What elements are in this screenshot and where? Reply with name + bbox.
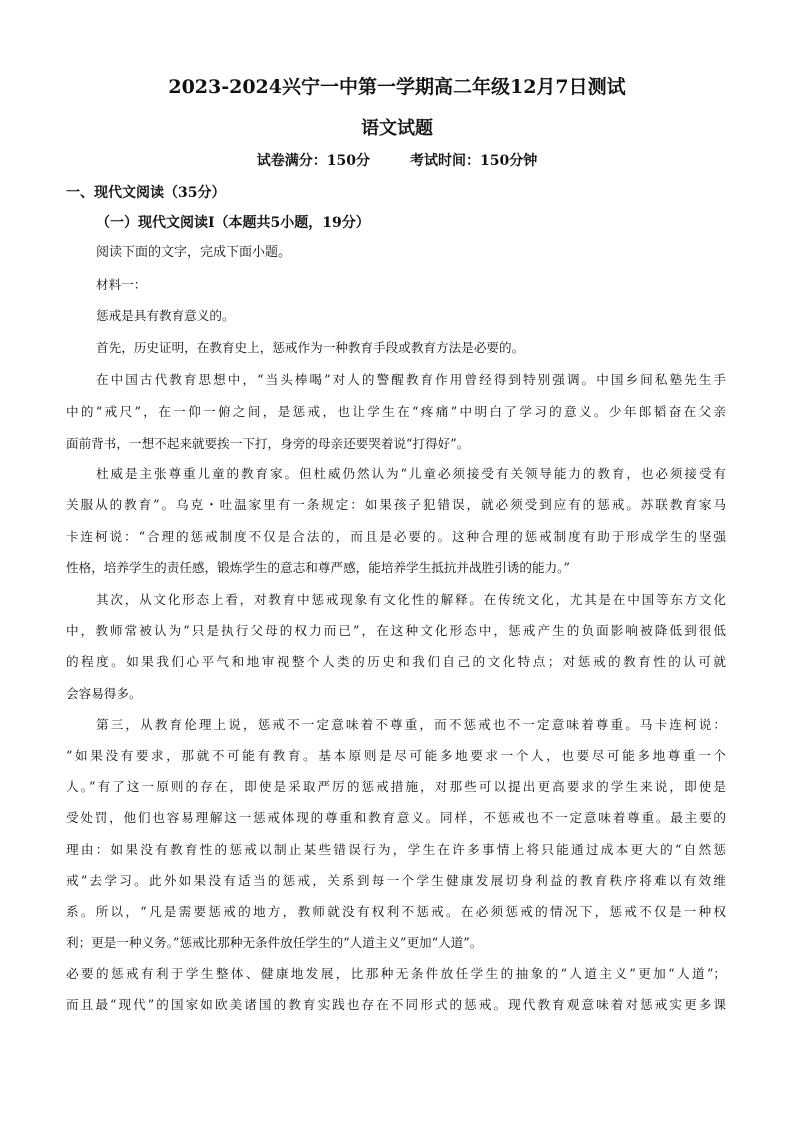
paragraph-line: 人。”有了这一原则的存在，即使是采取严厉的惩戒措施，对那些可以提出更高要求的学生来说，即使是: [66, 779, 726, 794]
paragraph-line: 性格，培养学生的责任感，锻炼学生的意志和尊严感，能培养学生抵抗并战胜引诱的能力。”: [66, 560, 570, 575]
section-heading: 一、现代文阅读（35分）: [66, 185, 226, 201]
paragraph-line: 卡连柯说：“合理的惩戒制度不仅是合法的，而且是必要的。这种合理的惩戒制度有助于形成学生的坚强: [66, 529, 726, 544]
paragraph-line: 关服从的教育”。乌克・吐温家里有一条规定：如果孩子犯错误，就必须受到应有的惩戒。苏联教育家马: [66, 497, 726, 512]
paragraph-line: 会容易得多。: [66, 686, 142, 701]
paragraph-line: 中，教师常被认为“只是执行父母的权力而已”，在这种文化形态中，惩戒产生的负面影响被降低到很低: [66, 623, 726, 638]
paragraph-line: 中的“戒尺”，在一仰一俯之间，是惩戒，也让学生在“疼痛”中明白了学习的意义。少年郎韬奋在父亲: [66, 404, 726, 419]
paragraph-line: 系。所以，“凡是需要惩戒的地方，教师就没有权利不惩戒。在必须惩戒的情况下，惩戒不仅是一种权: [66, 904, 726, 919]
paragraph-line: 利；更是一种义务。”惩戒比那种无条件放任学生的“人道主义”更加“人道”。: [66, 935, 483, 950]
paragraph-line: 杜威是主张尊重儿童的教育家。但杜威仍然认为“儿童必须接受有关领导能力的教育，也必须接受有: [96, 466, 726, 481]
subsection-heading: （一）现代文阅读Ⅰ（本题共5小题，19分）: [96, 215, 370, 231]
full-score: 试卷满分：150分: [256, 153, 370, 169]
paragraph-line: 其次，从文化形态上看，对教育中惩戒现象有文化性的解释。在传统文化，尤其是在中国等东方文化: [96, 592, 726, 607]
paragraph-line: 面前背书，一想不起来就要挨一下打，身旁的母亲还要哭着说“打得好”。: [66, 436, 470, 451]
exam-meta: [0, 150, 794, 170]
paragraph-line: 在中国古代教育思想中，“当头棒喝”对人的警醒教育作用曾经得到特别强调。中国乡间私塾先生手: [96, 372, 726, 387]
paragraph-line: 必要的惩戒有利于学生整体、健康地发展，比那种无条件放任学生的抽象的“人道主义”更加“人道”；: [66, 966, 726, 981]
material-label: 材料一：: [96, 277, 147, 292]
paragraph-line: 理由：如果没有教育性的惩戒以制止某些错误行为，学生在许多事情上将只能通过成本更大的“自然惩: [66, 842, 726, 857]
paragraph-line: 戒”去学习。此外如果没有适当的惩戒，关系到每一个学生健康发展切身利益的教育秩序将难以有效维: [66, 873, 726, 888]
paragraph-line: 受处罚，他们也容易理解这一惩戒体现的尊重和教育意义。同样，不惩戒也不一定意味着尊重。最主要的: [66, 810, 726, 825]
exam-title: 2023-2024兴宁一中第一学期高二年级12月7日测试: [168, 76, 626, 98]
paragraph-line: 而且最“现代”的国家如欧美诸国的教育实践也存在不同形式的惩戒。现代教育观意味着对惩戒实更多课: [66, 997, 726, 1012]
paragraph-line: 惩戒是具有教育意义的。: [96, 308, 235, 323]
subject-title: 语文试题: [361, 118, 433, 139]
paragraph-line: 的程度。如果我们心平气和地审视整个人类的历史和我们自己的文化特点；对惩戒的教育性的认可就: [66, 654, 726, 669]
paragraph-line: 第三，从教育伦理上说，惩戒不一定意味着不尊重，而不惩戒也不一定意味着尊重。马卡连柯说：: [96, 717, 726, 732]
exam-time: 考试时间：150分钟: [410, 153, 538, 169]
paragraph-line: “如果没有要求，那就不可能有教育。基本原则是尽可能多地要求一个人，也要尽可能多地尊重一个: [66, 748, 726, 763]
paragraph-line: 首先，历史证明，在教育史上，惩戒作为一种教育手段或教育方法是必要的。: [96, 340, 525, 355]
instruction-text: 阅读下面的文字，完成下面小题。: [96, 245, 292, 260]
